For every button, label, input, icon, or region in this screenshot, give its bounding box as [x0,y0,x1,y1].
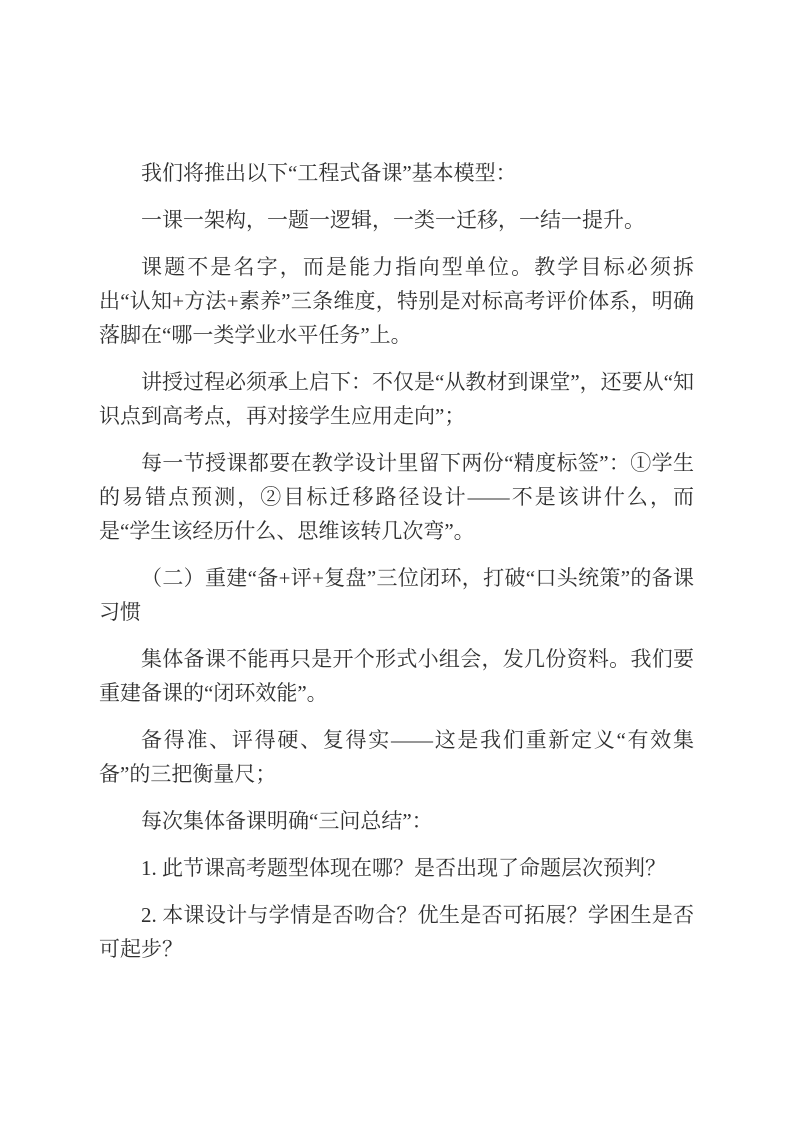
document-body [99,156,694,966]
paragraph: 2. 本课设计与学情是否吻合？优生是否可拓展？学困生是否可起步？ [99,903,694,961]
paragraph: 一课一架构，一题一逻辑，一类一迁移，一结一提升。 [141,208,645,232]
paragraph: 讲授过程必须承上启下：不仅是“从教材到课堂”，还要从“知识点到高考点，再对接学生应用走向”； [99,370,694,428]
paragraph: 我们将推出以下“工程式备课”基本模型： [141,161,517,185]
paragraph: 备得准、评得硬、复得实——这是我们重新定义“有效集备”的三把衡量尺； [99,728,694,786]
paragraph: （二）重建“备+评+复盘”三位闭环，打破“口头统策”的备课习惯 [99,566,694,624]
paragraph: 1. 此节课高考题型体现在哪？是否出现了命题层次预判？ [141,856,666,880]
paragraph: 每一节授课都要在教学设计里留下两份“精度标签”：①学生的易错点预测，②目标迁移路径设计——不是该讲什么，而是“学生该经历什么、思维该转几次弯”。 [99,451,694,543]
paragraph: 每次集体备课明确“三问总结”： [141,809,433,833]
paragraph: 课题不是名字，而是能力指向型单位。教学目标必须拆出“认知+方法+素养”三条维度，特别是对标高考评价体系，明确落脚在“哪一类学业水平任务”上。 [99,255,694,347]
paragraph: 集体备课不能再只是开个形式小组会，发几份资料。我们要重建备课的“闭环效能”。 [99,647,694,705]
